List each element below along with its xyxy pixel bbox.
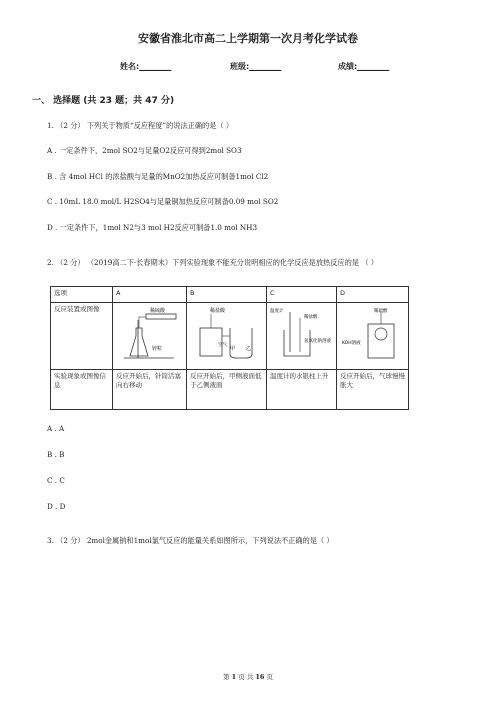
question-1-option-b: B . 含 4mol HCl 的浓盐酸与足量的MnO2加热反应可制备1mol Cl2 <box>47 172 269 181</box>
table-header-cell: D <box>337 287 409 303</box>
apparatus-d-label-acid: 稀硫酸 <box>374 309 388 314</box>
apparatus-c-label-acid: 稀盐酸 <box>304 315 318 320</box>
question-3-stem: 3. （2 分） 2mol金属钠和1mol氯气反应的能量关系如图所示，下列说法不正确的是（ ） <box>47 536 334 545</box>
apparatus-d-label-koh: KOH溶液 <box>342 341 361 346</box>
observation-c: 温度计的水银柱上升 <box>267 370 337 410</box>
apparatus-b-figure <box>190 306 262 362</box>
question-1-option-a: A . 一定条件下，2mol SO2与足量O2反应可得到2mol SO3 <box>47 146 242 155</box>
apparatus-b-label-air: 空气 <box>218 343 227 348</box>
class-label: 班级: <box>230 62 250 71</box>
apparatus-c-cell <box>267 303 337 370</box>
apparatus-row-label: 反应装置或图像 <box>51 303 113 370</box>
question-2-option-a: A . A <box>47 424 65 433</box>
class-field <box>230 61 281 72</box>
footer-total-pages: 16 <box>255 673 265 681</box>
apparatus-a-label-acid: 稀硫酸 <box>150 308 166 314</box>
footer-middle: 页 共 <box>238 673 254 681</box>
name-label: 姓名: <box>120 62 140 71</box>
observation-d: 反应开始后，气球慢慢胀大 <box>337 370 409 410</box>
question-1-option-d: D . 一定条件下，1mol N2与3 mol H2反应可制备1.0 mol NH3 <box>47 223 258 232</box>
name-blank: ________ <box>139 62 172 71</box>
apparatus-d-cell <box>337 303 409 370</box>
table-header-cell: 选项 <box>51 287 113 303</box>
apparatus-b-label-yi: 乙 <box>246 346 252 352</box>
score-blank: ________ <box>357 62 390 71</box>
apparatus-a-label-zinc: 锌粒 <box>152 346 163 352</box>
name-field <box>120 61 171 72</box>
footer-suffix: 页 <box>266 673 273 681</box>
table-header-cell: B <box>187 287 267 303</box>
apparatus-b-label-jia: 甲 <box>230 346 236 352</box>
question-2-stem: 2. （2 分） （2019高二下·长春期末）下列实验现象不能充分说明相应的化学反应是放热反应的是 （ ） <box>47 258 378 267</box>
score-field <box>338 61 389 72</box>
apparatus-d-figure <box>340 306 404 362</box>
table-header-row <box>51 287 409 303</box>
table-header-cell: A <box>113 287 187 303</box>
experiment-table <box>50 286 409 410</box>
question-2-option-c: C . C <box>47 476 65 485</box>
apparatus-a-figure <box>116 306 182 362</box>
score-label: 成绩: <box>338 62 358 71</box>
footer-page-number: 1 <box>231 673 237 681</box>
question-1-option-c: C . 10mL 18.0 mol/L H2SO4与足量铜加热反应可制备0.09 mol SO2 <box>47 197 279 206</box>
table-apparatus-row <box>51 303 409 370</box>
apparatus-c-figure <box>270 306 332 362</box>
class-blank: ________ <box>249 62 282 71</box>
page-footer <box>0 672 496 681</box>
apparatus-a-cell <box>113 303 187 370</box>
observation-a: 反应开始后，针筒活塞向右移动 <box>113 370 187 410</box>
question-2-option-b: B . B <box>47 450 65 459</box>
observation-row-label: 实验现象或图像信息 <box>51 370 113 410</box>
apparatus-b-label-acid: 稀盐酸 <box>210 308 226 314</box>
apparatus-c-label-thermometer: 温度计 <box>270 309 284 314</box>
footer-prefix: 第 <box>223 673 230 681</box>
page-title: 安徽省淮北市高二上学期第一次月考化学试卷 <box>138 32 358 45</box>
question-1-stem: 1. （2 分） 下列关于物质“反应程度”的说法正确的是（ ） <box>47 121 234 130</box>
table-observation-row <box>51 370 409 410</box>
table-header-cell: C <box>267 287 337 303</box>
observation-b: 反应开始后，甲侧液面低于乙侧液面 <box>187 370 267 410</box>
section-title: 一、 选择题 (共 23 题；共 47 分) <box>32 96 175 106</box>
apparatus-b-cell <box>187 303 267 370</box>
apparatus-c-label-naoh: 氢氧化钠溶液 <box>304 339 331 344</box>
question-2-option-d: D . D <box>47 502 66 511</box>
